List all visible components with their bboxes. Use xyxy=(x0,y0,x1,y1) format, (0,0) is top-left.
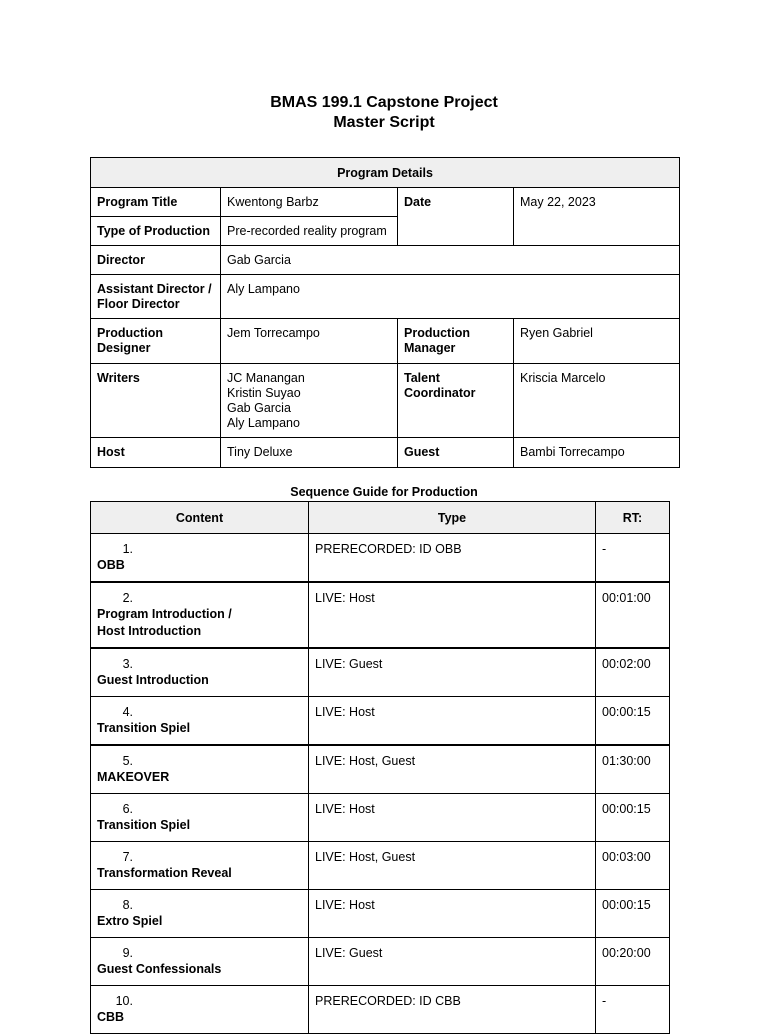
content-cell xyxy=(91,697,309,746)
sequence-content-line1: Guest Confessionals xyxy=(97,962,222,976)
program-details-header: Program Details xyxy=(91,158,680,188)
date-value: May 22, 2023 xyxy=(514,188,680,246)
writers-value xyxy=(221,364,398,438)
sequence-content-line2: Host Introduction xyxy=(97,624,202,638)
sequence-content-name xyxy=(97,672,267,689)
sequence-content-name xyxy=(97,606,267,640)
type-cell: LIVE: Host xyxy=(309,794,596,842)
sequence-number: 4. xyxy=(122,705,133,719)
guest-label: Guest xyxy=(398,438,514,468)
production-designer-value: Jem Torrecampo xyxy=(221,319,398,364)
sequence-content-line1: Transition Spiel xyxy=(97,818,191,832)
rt-cell: - xyxy=(596,534,670,583)
assistant-director-label-line2: Floor Director xyxy=(97,297,180,311)
talent-coordinator-value: Kriscia Marcelo xyxy=(514,364,680,438)
assistant-director-value: Aly Lampano xyxy=(221,275,680,319)
production-designer-label-line2: Designer xyxy=(97,341,151,355)
rt-cell: 00:03:00 xyxy=(596,842,670,890)
sequence-content-name xyxy=(97,557,267,574)
sequence-guide-table xyxy=(90,501,670,1034)
writers-label: Writers xyxy=(91,364,221,438)
type-cell: PRERECORDED: ID OBB xyxy=(309,534,596,583)
sequence-content-line1: CBB xyxy=(97,1010,125,1024)
assistant-director-label xyxy=(91,275,221,319)
talent-coordinator-label xyxy=(398,364,514,438)
type-cell: LIVE: Guest xyxy=(309,648,596,697)
sequence-number: 6. xyxy=(122,802,133,816)
rt-cell: 00:00:15 xyxy=(596,697,670,746)
talent-coordinator-label-line1: Talent xyxy=(404,371,440,385)
content-column-header: Content xyxy=(91,502,309,534)
sequence-content-name xyxy=(97,865,267,882)
sequence-content-line1: Transition Spiel xyxy=(97,721,191,735)
table-row xyxy=(91,745,670,794)
type-cell: LIVE: Guest xyxy=(309,938,596,986)
writer-name: Aly Lampano xyxy=(227,416,300,430)
content-cell xyxy=(91,745,309,794)
type-of-production-label: Type of Production xyxy=(91,217,221,246)
sequence-number: 5. xyxy=(122,754,133,768)
sequence-content-line1: MAKEOVER xyxy=(97,770,170,784)
type-column-header: Type xyxy=(309,502,596,534)
rt-cell: 00:01:00 xyxy=(596,582,670,648)
table-row xyxy=(91,794,670,842)
sequence-content-line1: Extro Spiel xyxy=(97,914,163,928)
sequence-content-name xyxy=(97,720,267,737)
sequence-content-line1: OBB xyxy=(97,558,125,572)
table-row xyxy=(91,938,670,986)
sequence-number: 1. xyxy=(122,542,133,556)
type-cell: LIVE: Host, Guest xyxy=(309,842,596,890)
sequence-number: 8. xyxy=(122,898,133,912)
host-label: Host xyxy=(91,438,221,468)
type-cell: LIVE: Host xyxy=(309,890,596,938)
document-title-line2: Master Script xyxy=(333,114,435,131)
table-row xyxy=(91,842,670,890)
content-cell xyxy=(91,890,309,938)
content-cell xyxy=(91,842,309,890)
document-title-line1: BMAS 199.1 Capstone Project xyxy=(270,94,498,111)
type-cell: LIVE: Host xyxy=(309,697,596,746)
date-label: Date xyxy=(398,188,514,246)
writer-name: Kristin Suyao xyxy=(227,386,301,400)
guest-value: Bambi Torrecampo xyxy=(514,438,680,468)
sequence-content-name xyxy=(97,913,267,930)
sequence-content-name xyxy=(97,817,267,834)
table-row xyxy=(91,986,670,1034)
type-of-production-value: Pre-recorded reality program xyxy=(221,217,398,246)
sequence-number: 9. xyxy=(122,946,133,960)
type-cell: PRERECORDED: ID CBB xyxy=(309,986,596,1034)
assistant-director-label-line1: Assistant Director / xyxy=(97,282,212,296)
sequence-content-name xyxy=(97,961,267,978)
table-row xyxy=(91,582,670,648)
content-cell xyxy=(91,582,309,648)
sequence-content-line1: Transformation Reveal xyxy=(97,866,232,880)
host-value: Tiny Deluxe xyxy=(221,438,398,468)
table-row xyxy=(91,534,670,583)
production-designer-label-line1: Production xyxy=(97,326,163,340)
rt-cell: 00:02:00 xyxy=(596,648,670,697)
director-label: Director xyxy=(91,246,221,275)
writer-name: Gab Garcia xyxy=(227,401,291,415)
director-value: Gab Garcia xyxy=(221,246,680,275)
production-manager-label-line2: Manager xyxy=(404,341,456,355)
production-manager-value: Ryen Gabriel xyxy=(514,319,680,364)
content-cell xyxy=(91,938,309,986)
production-designer-label xyxy=(91,319,221,364)
content-cell xyxy=(91,986,309,1034)
table-row xyxy=(91,697,670,746)
sequence-number: 2. xyxy=(122,591,133,605)
sequence-rows xyxy=(91,534,670,1034)
sequence-content-name xyxy=(97,769,267,786)
program-title-value: Kwentong Barbz xyxy=(221,188,398,217)
rt-cell: 00:00:15 xyxy=(596,794,670,842)
type-cell: LIVE: Host, Guest xyxy=(309,745,596,794)
content-cell xyxy=(91,534,309,583)
sequence-content-line1: Program Introduction / xyxy=(97,607,232,621)
sequence-content-line1: Guest Introduction xyxy=(97,673,209,687)
content-cell xyxy=(91,648,309,697)
program-title-label: Program Title xyxy=(91,188,221,217)
type-cell: LIVE: Host xyxy=(309,582,596,648)
rt-cell: 00:00:15 xyxy=(596,890,670,938)
table-row xyxy=(91,648,670,697)
writer-name: JC Manangan xyxy=(227,371,305,385)
table-row xyxy=(91,890,670,938)
rt-cell: 00:20:00 xyxy=(596,938,670,986)
sequence-number: 10. xyxy=(115,994,133,1008)
production-manager-label xyxy=(398,319,514,364)
sequence-number: 7. xyxy=(122,850,133,864)
sequence-content-name xyxy=(97,1009,267,1026)
sequence-number: 3. xyxy=(122,657,133,671)
rt-cell: - xyxy=(596,986,670,1034)
production-manager-label-line1: Production xyxy=(404,326,470,340)
document-title xyxy=(0,93,768,133)
rt-column-header: RT: xyxy=(596,502,670,534)
rt-cell: 01:30:00 xyxy=(596,745,670,794)
program-details-table xyxy=(90,157,680,468)
sequence-guide-title: Sequence Guide for Production xyxy=(290,485,478,499)
content-cell xyxy=(91,794,309,842)
talent-coordinator-label-line2: Coordinator xyxy=(404,386,476,400)
